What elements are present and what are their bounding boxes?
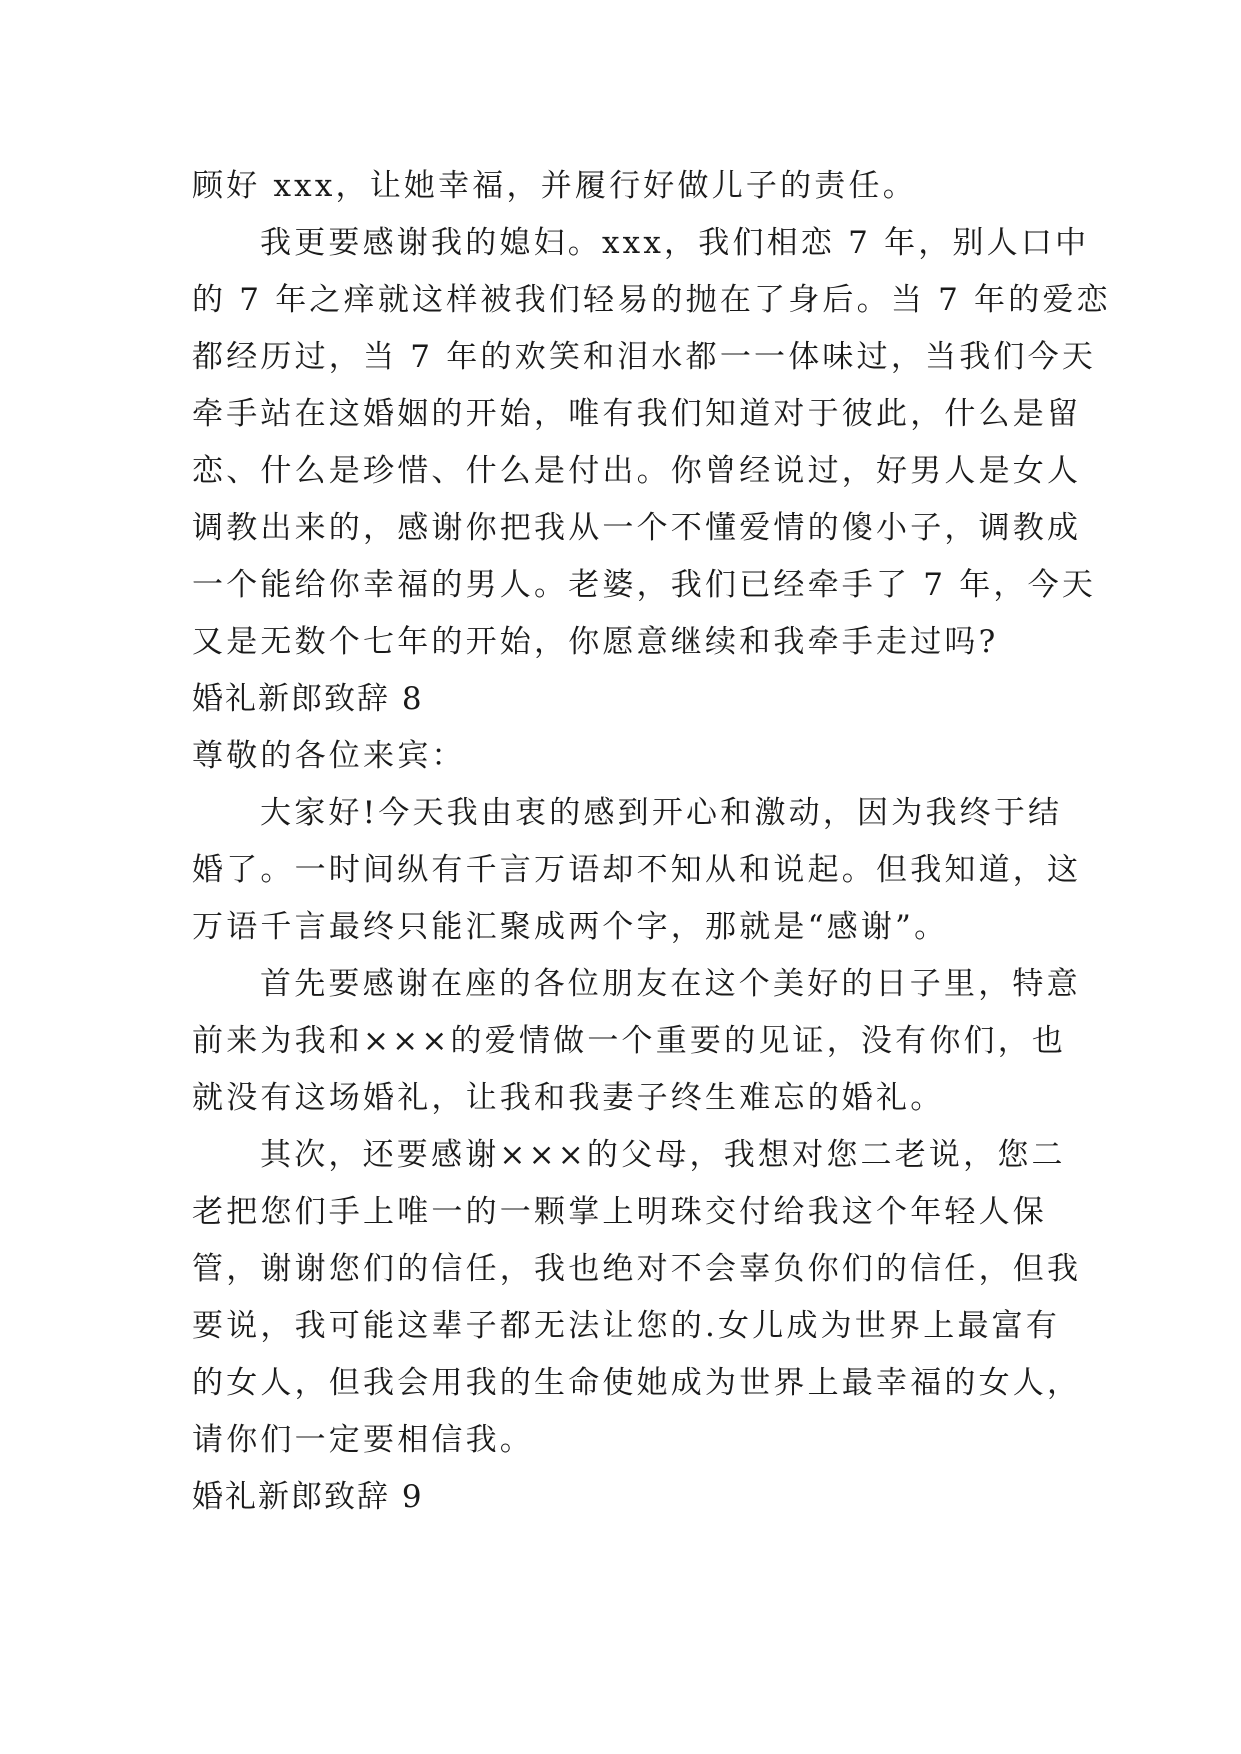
paragraph-line: 其次，还要感谢×××的父母，我想对您二老说，您二: [260, 1137, 1066, 1173]
paragraph-line: 我更要感谢我的媳妇。xxx，我们相恋 7 年，别人口中: [260, 225, 1090, 261]
paragraph-line: 的女人，但我会用我的生命使她成为世界上最幸福的女人，: [192, 1365, 1082, 1401]
paragraph-line: 请你们一定要相信我。: [192, 1422, 534, 1458]
salutation: 尊敬的各位来宾：: [192, 738, 466, 774]
section-heading: 婚礼新郎致辞 8: [192, 681, 424, 717]
document-body: [192, 158, 1111, 1526]
paragraph-line: 万语千言最终只能汇聚成两个字，那就是“感谢”。: [192, 909, 949, 945]
paragraph-line: 调教出来的，感谢你把我从一个不懂爱情的傻小子，调教成: [192, 510, 1082, 546]
paragraph-line: 前来为我和×××的爱情做一个重要的见证，没有你们，也: [192, 1023, 1067, 1059]
paragraph-line: 的 7 年之痒就这样被我们轻易的抛在了身后。当 7 年的爱恋: [192, 282, 1111, 318]
paragraph-line: 牵手站在这婚姻的开始，唯有我们知道对于彼此，什么是留: [192, 396, 1082, 432]
paragraph-line: 大家好!今天我由衷的感到开心和激动，因为我终于结: [260, 795, 1063, 831]
paragraph-line: 老把您们手上唯一的一颗掌上明珠交付给我这个年轻人保: [192, 1194, 1047, 1230]
paragraph-line: 婚了。一时间纵有千言万语却不知从和说起。但我知道，这: [192, 852, 1082, 888]
paragraph-line: 恋、什么是珍惜、什么是付出。你曾经说过，好男人是女人: [192, 453, 1082, 489]
paragraph-line: 都经历过，当 7 年的欢笑和泪水都一一体味过，当我们今天: [192, 339, 1097, 375]
paragraph-line: 管，谢谢您们的信任，我也绝对不会辜负你们的信任，但我: [192, 1251, 1082, 1287]
paragraph-line: 就没有这场婚礼，让我和我妻子终生难忘的婚礼。: [192, 1080, 945, 1116]
paragraph-line: 顾好 xxx，让她幸福，并履行好做儿子的责任。: [192, 168, 917, 204]
paragraph-line: 首先要感谢在座的各位朋友在这个美好的日子里，特意: [260, 966, 1081, 1002]
paragraph-line: 又是无数个七年的开始，你愿意继续和我牵手走过吗?: [192, 624, 999, 660]
section-heading: 婚礼新郎致辞 9: [192, 1479, 424, 1515]
paragraph-line: 要说，我可能这辈子都无法让您的.女儿成为世界上最富有: [192, 1308, 1061, 1344]
paragraph-line: 一个能给你幸福的男人。老婆，我们已经牵手了 7 年，今天: [192, 567, 1097, 603]
